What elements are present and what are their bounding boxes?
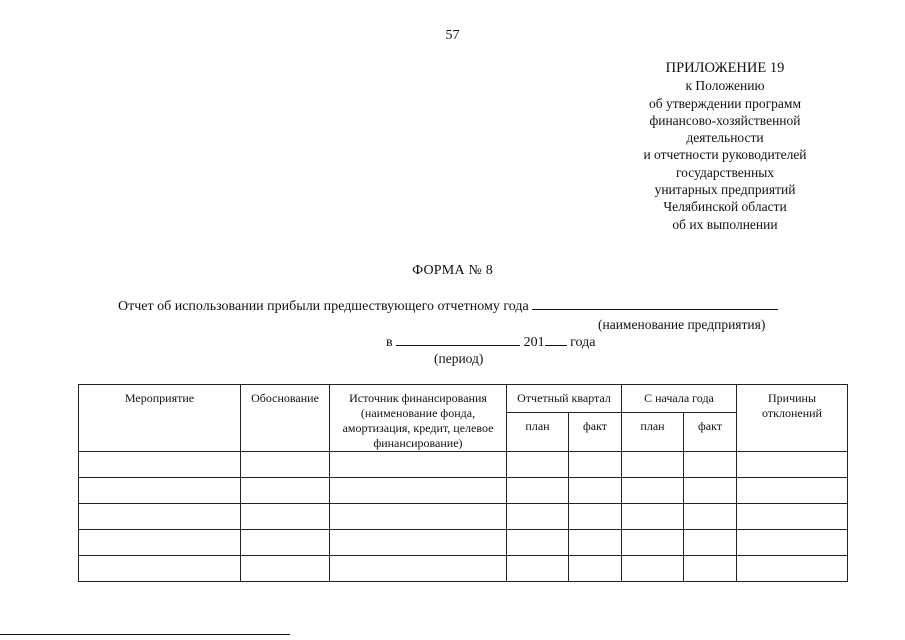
table-row xyxy=(79,478,848,504)
year-field[interactable] xyxy=(545,333,567,346)
table-cell[interactable] xyxy=(569,478,622,504)
table-cell[interactable] xyxy=(569,530,622,556)
table-cell[interactable] xyxy=(241,452,330,478)
table-cell[interactable] xyxy=(622,478,684,504)
table-cell[interactable] xyxy=(684,556,737,582)
header-basis: Обоснование xyxy=(241,385,330,452)
header-event: Мероприятие xyxy=(79,385,241,452)
period-hint: (период) xyxy=(434,351,484,366)
report-title-line xyxy=(118,297,778,315)
header-ytd-plan: план xyxy=(622,412,684,451)
appendix-line: государственных xyxy=(675,164,775,180)
appendix-line: финансово-хозяйственной xyxy=(649,112,801,128)
table-cell[interactable] xyxy=(569,452,622,478)
appendix-line: и отчетности руководителей xyxy=(643,147,807,163)
table-cell[interactable] xyxy=(507,530,569,556)
table-cell[interactable] xyxy=(684,478,737,504)
table-cell[interactable] xyxy=(241,556,330,582)
table-cell[interactable] xyxy=(330,556,507,582)
appendix-line: Челябинской области xyxy=(663,199,787,215)
table-cell[interactable] xyxy=(79,530,241,556)
table-cell[interactable] xyxy=(507,478,569,504)
table-cell[interactable] xyxy=(79,504,241,530)
table-cell[interactable] xyxy=(241,530,330,556)
table-cell[interactable] xyxy=(507,452,569,478)
header-quarter-fact: факт xyxy=(569,412,622,451)
table-cell[interactable] xyxy=(569,504,622,530)
year-prefix: 201 xyxy=(523,335,545,350)
table-cell[interactable] xyxy=(622,556,684,582)
form-title: ФОРМА № 8 xyxy=(412,263,493,278)
period-line xyxy=(386,333,595,351)
appendix-line: деятельности xyxy=(686,130,764,146)
appendix-title: ПРИЛОЖЕНИЕ 19 xyxy=(665,60,785,76)
table-cell[interactable] xyxy=(737,452,848,478)
header-quarter-plan: план xyxy=(507,412,569,451)
header-year-to-date: С начала года xyxy=(622,385,737,413)
table-row xyxy=(79,452,848,478)
appendix-line: к Положению xyxy=(685,78,765,94)
report-title: Отчет об использовании прибыли предшествующего отчетному года xyxy=(118,299,529,314)
year-suffix: года xyxy=(570,335,596,350)
table-cell[interactable] xyxy=(507,504,569,530)
table-cell[interactable] xyxy=(330,452,507,478)
header-deviation-reasons: Причины отклонений xyxy=(737,385,848,452)
table-cell[interactable] xyxy=(737,504,848,530)
table-row xyxy=(79,556,848,582)
appendix-line: об утверждении программ xyxy=(648,95,801,111)
table-cell[interactable] xyxy=(684,452,737,478)
header-ytd-fact: факт xyxy=(684,412,737,451)
report-table xyxy=(78,384,848,582)
appendix-line: об их выполнении xyxy=(672,216,778,232)
header-reporting-quarter: Отчетный квартал xyxy=(507,385,622,413)
table-cell[interactable] xyxy=(569,556,622,582)
table-cell[interactable] xyxy=(684,504,737,530)
appendix-header xyxy=(600,60,850,233)
table-cell[interactable] xyxy=(737,478,848,504)
table-cell[interactable] xyxy=(330,478,507,504)
table-cell[interactable] xyxy=(241,504,330,530)
table-cell[interactable] xyxy=(684,530,737,556)
table-cell[interactable] xyxy=(79,478,241,504)
table-row xyxy=(79,504,848,530)
table-cell[interactable] xyxy=(79,556,241,582)
period-prefix: в xyxy=(386,335,393,350)
organization-hint: (наименование предприятия) xyxy=(598,317,766,332)
table-cell[interactable] xyxy=(622,530,684,556)
table-cell[interactable] xyxy=(79,452,241,478)
table-cell[interactable] xyxy=(622,504,684,530)
table-cell[interactable] xyxy=(330,530,507,556)
table-cell[interactable] xyxy=(622,452,684,478)
table-cell[interactable] xyxy=(737,530,848,556)
appendix-line: унитарных предприятий xyxy=(654,182,796,198)
table-cell[interactable] xyxy=(330,504,507,530)
organization-name-field[interactable] xyxy=(532,297,778,310)
table-cell[interactable] xyxy=(241,478,330,504)
period-field[interactable] xyxy=(396,333,520,346)
header-funding-source: Источник финансирования (наименование фонда, амортизация, кредит, целевое финансирование) xyxy=(330,385,507,452)
table-cell[interactable] xyxy=(507,556,569,582)
table-row xyxy=(79,530,848,556)
footnote-divider xyxy=(0,634,290,635)
table-cell[interactable] xyxy=(737,556,848,582)
page-number: 57 xyxy=(445,28,460,43)
